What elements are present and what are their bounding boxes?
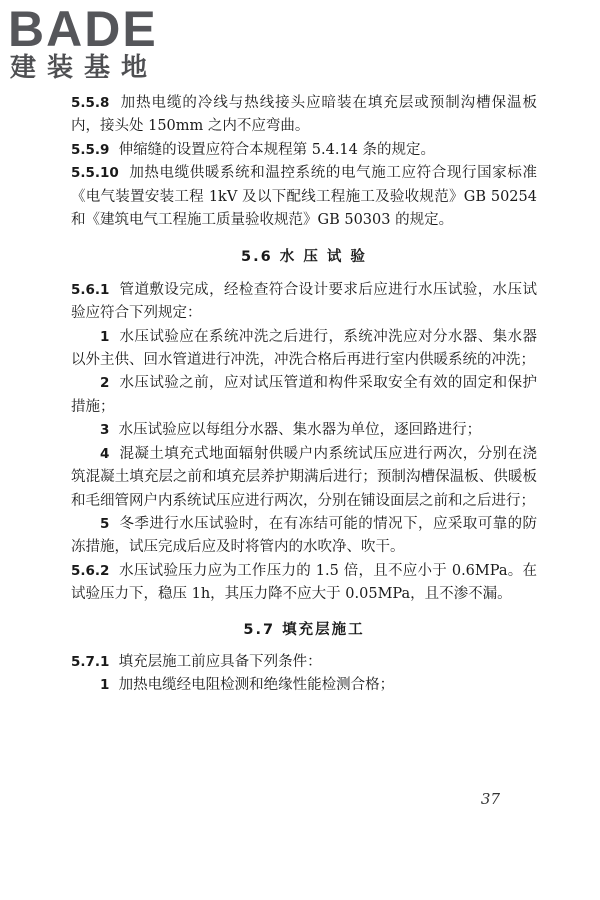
item-text: 水压试验应在系统冲洗之后进行，系统冲洗应对分水器、集水器以外主供、回水管道进行冲洗，冲洗合格后再进行室内供暖系统的冲洗； — [71, 328, 538, 369]
logo — [8, 1, 208, 84]
logo-cjk-text: 建装基地 — [10, 53, 159, 83]
clause-5-6-1 — [71, 279, 537, 326]
section-heading-5-6: 5.6 水 压 试 验 — [241, 249, 367, 266]
clause-5-5-10 — [71, 162, 537, 232]
item-text: 水压试验之前，应对试压管道和构件采取安全有效的固定和保护措施； — [71, 375, 538, 415]
item-text: 水压试验应以每组分水器、集水器为单位，逐回路进行； — [118, 422, 482, 439]
clause-5-7-1 — [71, 651, 537, 674]
clause-5-5-8 — [71, 92, 537, 139]
list-item — [71, 674, 537, 697]
clause-text: 水压试验压力应为工作压力的 1.5 倍，且不应小于 0.6MPa。在试验压力下，稳压 1h，其压力降不应大于 0.05MPa，且不渗不漏。 — [71, 562, 538, 603]
clause-number: 5.7.1 — [71, 653, 110, 670]
clause-number: 5.5.8 — [71, 95, 110, 111]
item-number: 3 — [100, 422, 110, 439]
section-heading-5-7: 5.7 填充层施工 — [243, 621, 365, 638]
clause-text: 加热电缆供暖系统和温控系统的电气施工应符合现行国家标准《电气装置安装工程 1kV 及以下配线工程施工及验收规范》GB 50254 和《建筑电气工程施工质量验收规范》GB 50303 的规定。 — [71, 165, 538, 229]
list-item — [71, 513, 537, 560]
clause-5-5-9 — [71, 139, 537, 162]
clause-number: 5.5.9 — [71, 141, 110, 158]
clause-number: 5.5.10 — [71, 165, 119, 182]
list-item — [71, 443, 537, 513]
list-item — [71, 372, 537, 419]
item-text: 加热电缆经电阻检测和绝缘性能检测合格； — [118, 677, 395, 694]
clause-text: 填充层施工前应具备下列条件： — [118, 653, 322, 670]
logo-latin-text: BADE — [8, 1, 158, 57]
item-number: 4 — [100, 445, 110, 462]
clause-number: 5.6.2 — [71, 562, 110, 579]
item-number: 5 — [100, 515, 110, 532]
document-body — [71, 92, 537, 698]
item-number: 1 — [100, 328, 110, 345]
list-item — [71, 419, 537, 442]
clause-text: 伸缩缝的设置应符合本规程第 5.4.14 条的规定。 — [118, 141, 435, 158]
item-text: 混凝土填充式地面辐射供暖户内系统试压应进行两次，分别在浇筑混凝土填充层之前和填充层养护期满后进行；预制沟槽保温板、供暖板和毛细管网户内系统试压应进行两次，分别在铺设面层之前和之后进行； — [71, 445, 538, 509]
clause-text: 加热电缆的冷线与热线接头应暗装在填充层或预制沟槽保温板内，接头处 150mm 之内不应弯曲。 — [71, 95, 538, 135]
item-text: 冬季进行水压试验时，在有冻结可能的情况下，应采取可靠的防冻措施，试压完成后应及时将管内的水吹净、吹干。 — [71, 515, 538, 556]
page-number: 37 — [480, 790, 500, 808]
item-number: 1 — [100, 677, 110, 694]
list-item — [71, 326, 537, 373]
clause-number: 5.6.1 — [71, 281, 110, 298]
item-number: 2 — [100, 375, 110, 392]
clause-5-6-2 — [71, 560, 537, 607]
clause-text: 管道敷设完成，经检查符合设计要求后应进行水压试验，水压试验应符合下列规定： — [71, 281, 538, 322]
